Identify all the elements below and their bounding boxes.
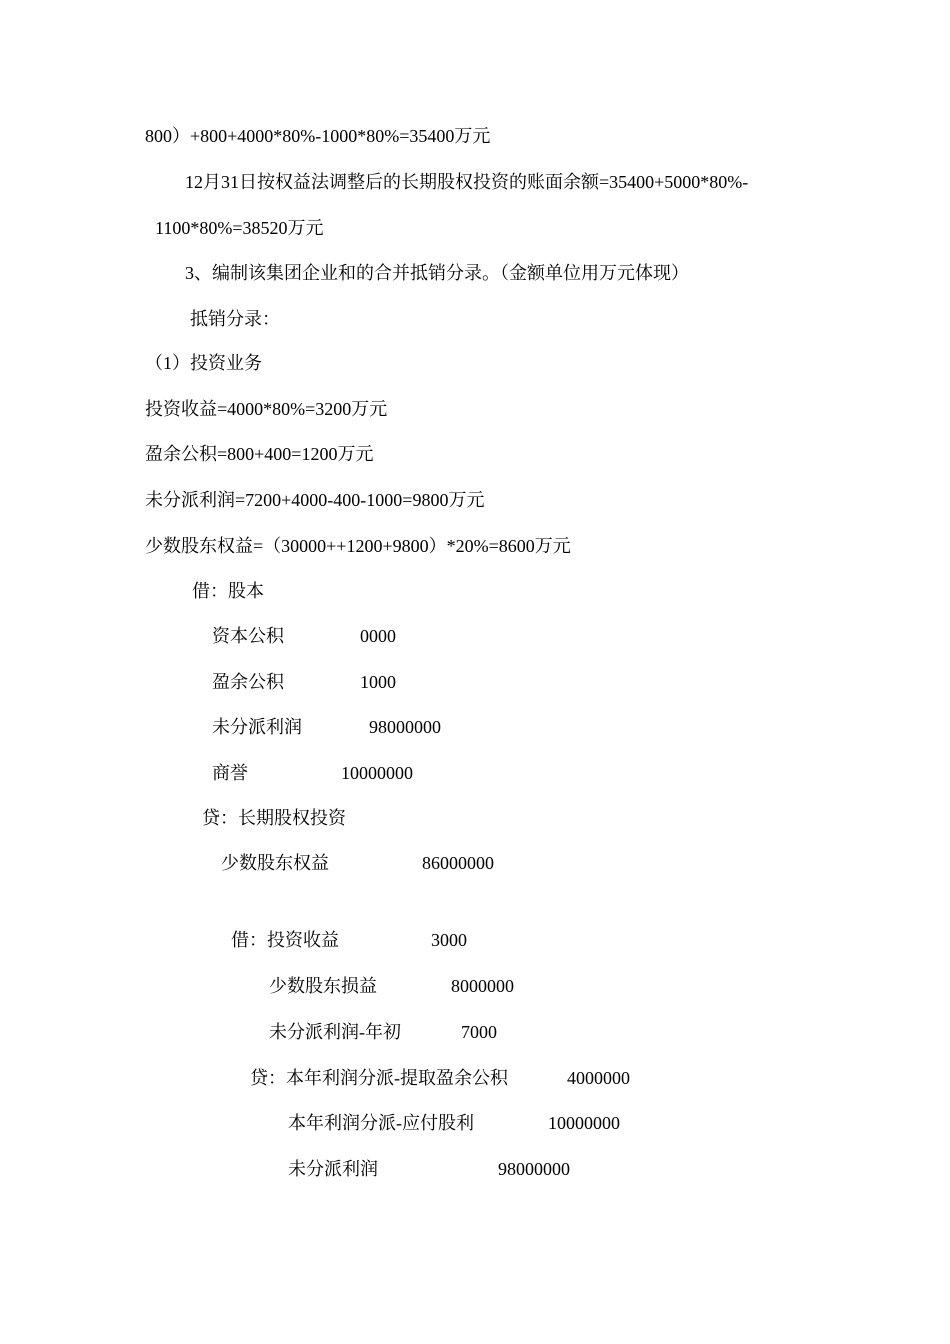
text-line: 12月31日按权益法调整后的长期股权投资的账面余额=35400+5000*80%-: [185, 172, 749, 192]
section-heading: 3、编制该集团企业和的合并抵销分录。（金额单位用万元体现）: [185, 263, 689, 283]
entry-account: 未分派利润: [288, 1159, 378, 1179]
entry-amount: 10000000: [548, 1113, 620, 1133]
entry-account: 资本公积: [212, 626, 284, 646]
subheading: （1）投资业务: [145, 353, 262, 373]
text-line: 少数股东权益=（30000++1200+9800）*20%=8600万元: [145, 536, 571, 556]
text-line: 投资收益=4000*80%=3200万元: [145, 399, 388, 419]
credit-label: 贷：本年利润分派-提取盈余公积: [250, 1068, 508, 1088]
entry-amount: 98000000: [369, 717, 441, 737]
entry-amount: 98000000: [498, 1159, 570, 1179]
entry-account: 少数股东损益: [269, 976, 377, 996]
debit-label: 借：投资收益: [231, 930, 339, 950]
subheading: 抵销分录：: [190, 309, 280, 329]
text-line: 未分派利润=7200+4000-400-1000=9800万元: [145, 490, 485, 510]
credit-label: 贷：长期股权投资: [202, 808, 346, 828]
entry-account: 本年利润分派-应付股利: [288, 1113, 474, 1133]
entry-amount: 0000: [360, 626, 396, 646]
entry-amount: 8000000: [451, 976, 514, 996]
debit-label: 借：股本: [192, 581, 264, 601]
entry-amount: 10000000: [341, 763, 413, 783]
entry-account: 盈余公积: [212, 672, 284, 692]
text-line: 盈余公积=800+400=1200万元: [145, 444, 374, 464]
entry-account: 少数股东权益: [221, 853, 329, 873]
entry-account: 商誉: [212, 763, 248, 783]
entry-amount: 4000000: [567, 1068, 630, 1088]
text-line: 1100*80%=38520万元: [155, 218, 324, 238]
entry-amount: 86000000: [422, 853, 494, 873]
entry-account: 未分派利润: [212, 717, 302, 737]
entry-amount: 1000: [360, 672, 396, 692]
text-line: 800）+800+4000*80%-1000*80%=35400万元: [145, 126, 491, 146]
entry-amount: 7000: [461, 1022, 497, 1042]
entry-amount: 3000: [431, 930, 467, 950]
entry-account: 未分派利润-年初: [269, 1022, 401, 1042]
